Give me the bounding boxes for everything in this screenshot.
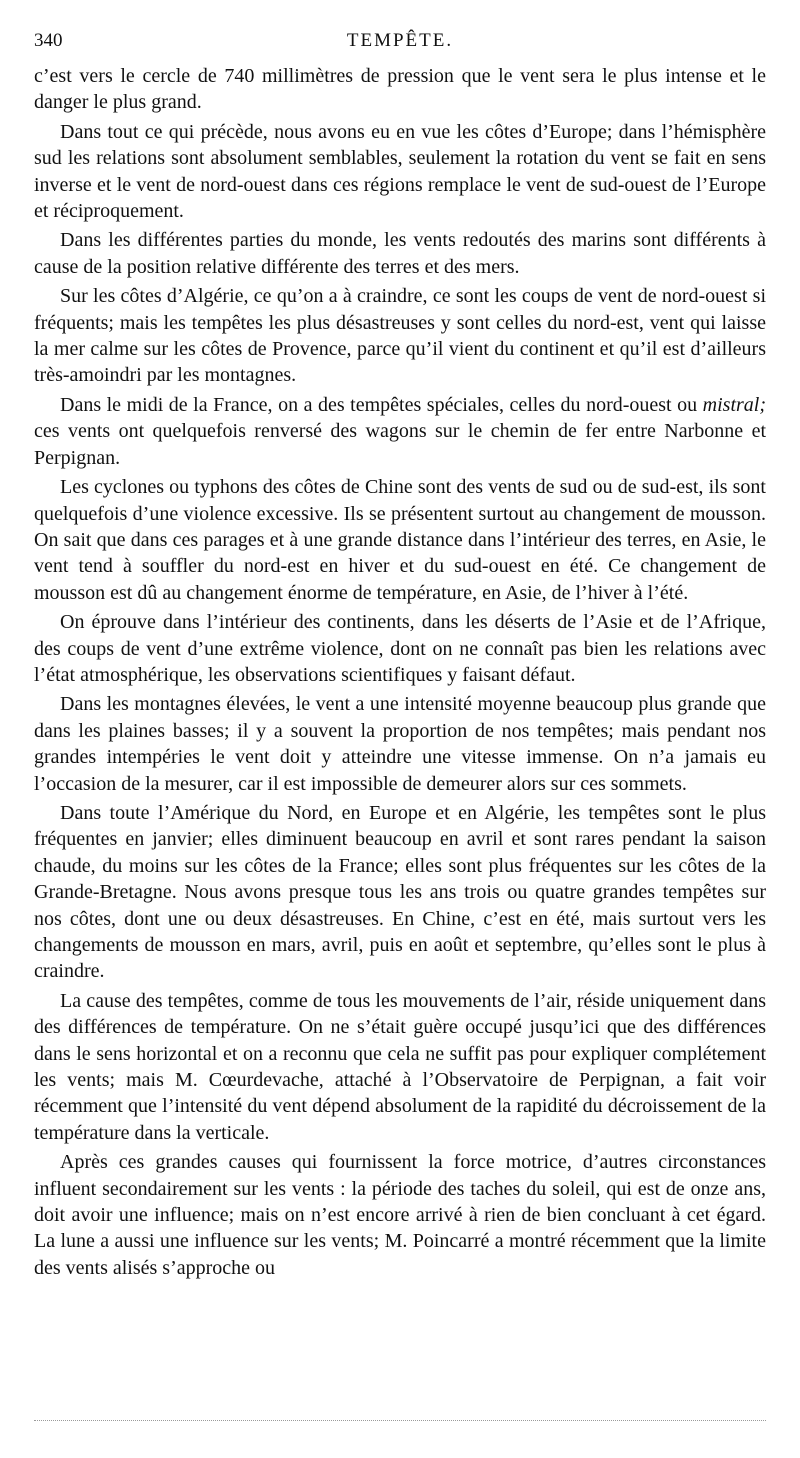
paragraph-text: Dans le midi de la France, on a des tempêtes spéciales, celles du nord-ouest ou [60,393,703,416]
paragraph: Dans les différentes parties du monde, les vents redoutés des marins sont différents à cause de la position relative différente des terres et des mers. [34,229,766,278]
paragraph-text: ces vents ont quelquefois renversé des wagons sur le chemin de fer entre Narbonne et Perpignan. [34,420,766,469]
book-page [34,28,766,1281]
paragraph: La cause des tempêtes, comme de tous les mouvements de l’air, réside uniquement dans des différences de température. On ne s’était guère occupé jusqu’ici que des différences dans le sens horizontal et on a reconnu que cela ne suffit pas pour expliquer complétement les vents; mais M. Cœurdevache, attaché à l’Observatoire de Perpignan, a fait voir récemment que l’intensité du vent dépend absolument de la rapidité du décroissement de la température dans la verticale. [34,989,766,1144]
paragraph: Sur les côtes d’Algérie, ce qu’on a à craindre, ce sont les coups de vent de nord-ouest si fréquents; mais les tempêtes les plus désastreuses y sont celles du nord-est, vent qui laisse la mer calme sur les côtes de Provence, parce qu’il vient du continent et qu’il est d’ailleurs très-amoindri par les montagnes. [34,285,766,387]
paragraph: c’est vers le cercle de 740 millimètres de pression que le vent sera le plus intense et le danger le plus grand. [34,65,766,114]
page-number: 340 [34,30,63,51]
body-text [34,63,766,1281]
italic-term: mistral; [702,393,766,416]
paragraph: On éprouve dans l’intérieur des continents, dans les déserts de l’Asie et de l’Afrique, des coups de vent d’une extrême violence, dont on ne connaît pas bien les relations avec l’état atmosphérique, les observations scientifiques y faisant défaut. [34,611,766,686]
paragraph: Dans toute l’Amérique du Nord, en Europe et en Algérie, les tempêtes sont le plus fréquentes en janvier; elles diminuent beaucoup en avril et sont rares pendant la saison chaude, du moins sur les côtes de la France; elles sont plus fréquentes sur les côtes de la Grande-Bretagne. Nous avons presque tous les ans trois ou quatre grandes tempêtes sur nos côtes, dont une ou deux désastreuses. En Chine, c’est en été, mais surtout vers les changements de mousson en mars, avril, puis en août et septembre, qu’elles sont le plus à craindre. [34,801,766,983]
running-head [34,28,766,54]
paragraph [34,392,766,471]
running-title: TEMPÊTE. [346,30,454,51]
paragraph: Après ces grandes causes qui fournissent la force motrice, d’autres circonstances influent secondairement sur les vents : la période des taches du soleil, qui est de onze ans, doit avoir une influence; mais on n’est encore arrivé à rien de bien concluant à cet égard. La lune a aussi une influence sur les vents; M. Poincarré a montré récemment que la limite des vents alisés s’approche ou [34,1151,766,1279]
page-bottom-rule [34,1420,766,1421]
paragraph: Dans les montagnes élevées, le vent a une intensité moyenne beaucoup plus grande que dans les plaines basses; il y a souvent la proportion de nos tempêtes; mais pendant nos grandes intempéries le vent doit y atteindre une vitesse immense. On n’a jamais eu l’occasion de la mesurer, car il est impossible de demeurer alors sur ces sommets. [34,693,766,795]
paragraph: Les cyclones ou typhons des côtes de Chine sont des vents de sud ou de sud-est, ils sont quelquefois d’une violence excessive. Ils se présentent surtout au changement de mousson. On sait que dans ces parages et à une grande distance dans l’intérieur des terres, en Asie, le vent tend à souffler du nord-est en hiver et du sud-ouest en été. Ce changement de mousson est dû au changement énorme de température, en Asie, de l’hiver à l’été. [34,476,766,604]
paragraph: Dans tout ce qui précède, nous avons eu en vue les côtes d’Europe; dans l’hémisphère sud les relations sont absolument semblables, seulement la rotation du vent se fait en sens inverse et le vent de nord-ouest dans ces régions remplace le vent de sud-ouest de l’Europe et réciproquement. [34,120,766,223]
